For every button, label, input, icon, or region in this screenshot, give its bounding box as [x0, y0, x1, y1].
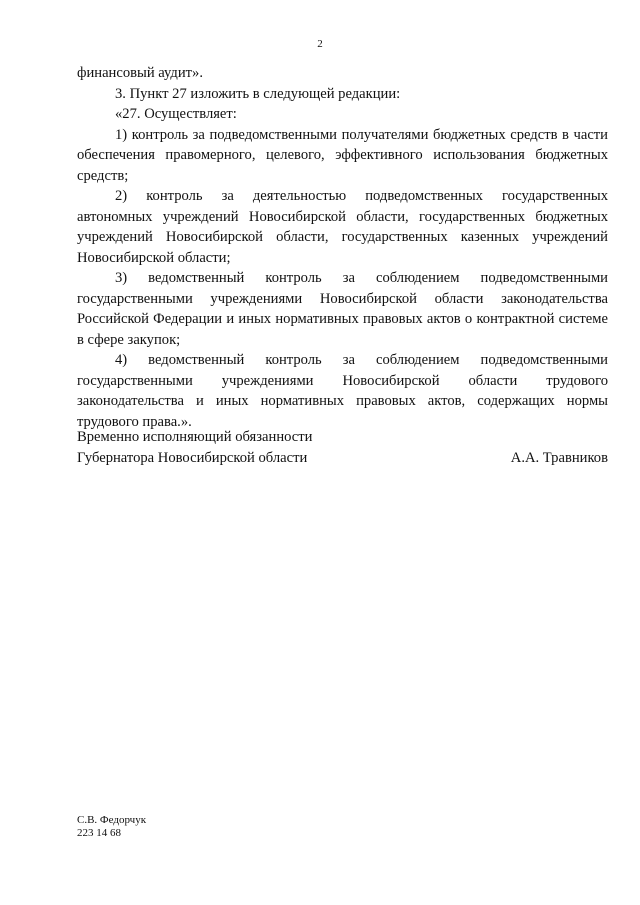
paragraph-subitem-2: 2) контроль за деятельностью подведомственных государственных автономных учреждений Новосибирской области, государственных бюджетных учреждений Новосибирской области, государственных казенных учреждений Новосибирской области;	[77, 188, 608, 266]
signature-row	[77, 448, 608, 469]
executor-footer	[77, 814, 146, 840]
document-body	[77, 63, 608, 432]
signature-block	[77, 427, 608, 468]
executor-name: С.В. Федорчук	[77, 814, 147, 826]
paragraph-continuation: финансовый аудит».	[77, 65, 203, 81]
paragraph-item-27-heading: «27. Осуществляет:	[115, 106, 237, 122]
signatory-name: А.А. Травников	[510, 449, 608, 466]
executor-phone: 223 14 68	[77, 827, 121, 839]
signatory-position-line1: Временно исполняющий обязанности	[77, 429, 313, 445]
paragraph-item-3: 3. Пункт 27 изложить в следующей редакции:	[115, 85, 401, 102]
paragraph-subitem-4: 4) ведомственный контроль за соблюдением подведомственными государственными учреждениями Новосибирской области трудового законодательства и иных нормативных правовых актов, содержащих нормы трудового права.».	[77, 352, 608, 430]
signatory-position-line2: Губернатора Новосибирской области	[77, 449, 308, 466]
page-number: 2	[317, 38, 323, 50]
paragraph-subitem-3: 3) ведомственный контроль за соблюдением подведомственными государственными учреждениями Новосибирской области законодательства Российской Федерации и иных нормативных правовых актов о контрактной системе в сфере закупок;	[77, 270, 608, 348]
paragraph-subitem-1: 1) контроль за подведомственными получателями бюджетных средств в части обеспечения правомерного, целевого, эффективного использования бюджетных средств;	[77, 126, 608, 184]
